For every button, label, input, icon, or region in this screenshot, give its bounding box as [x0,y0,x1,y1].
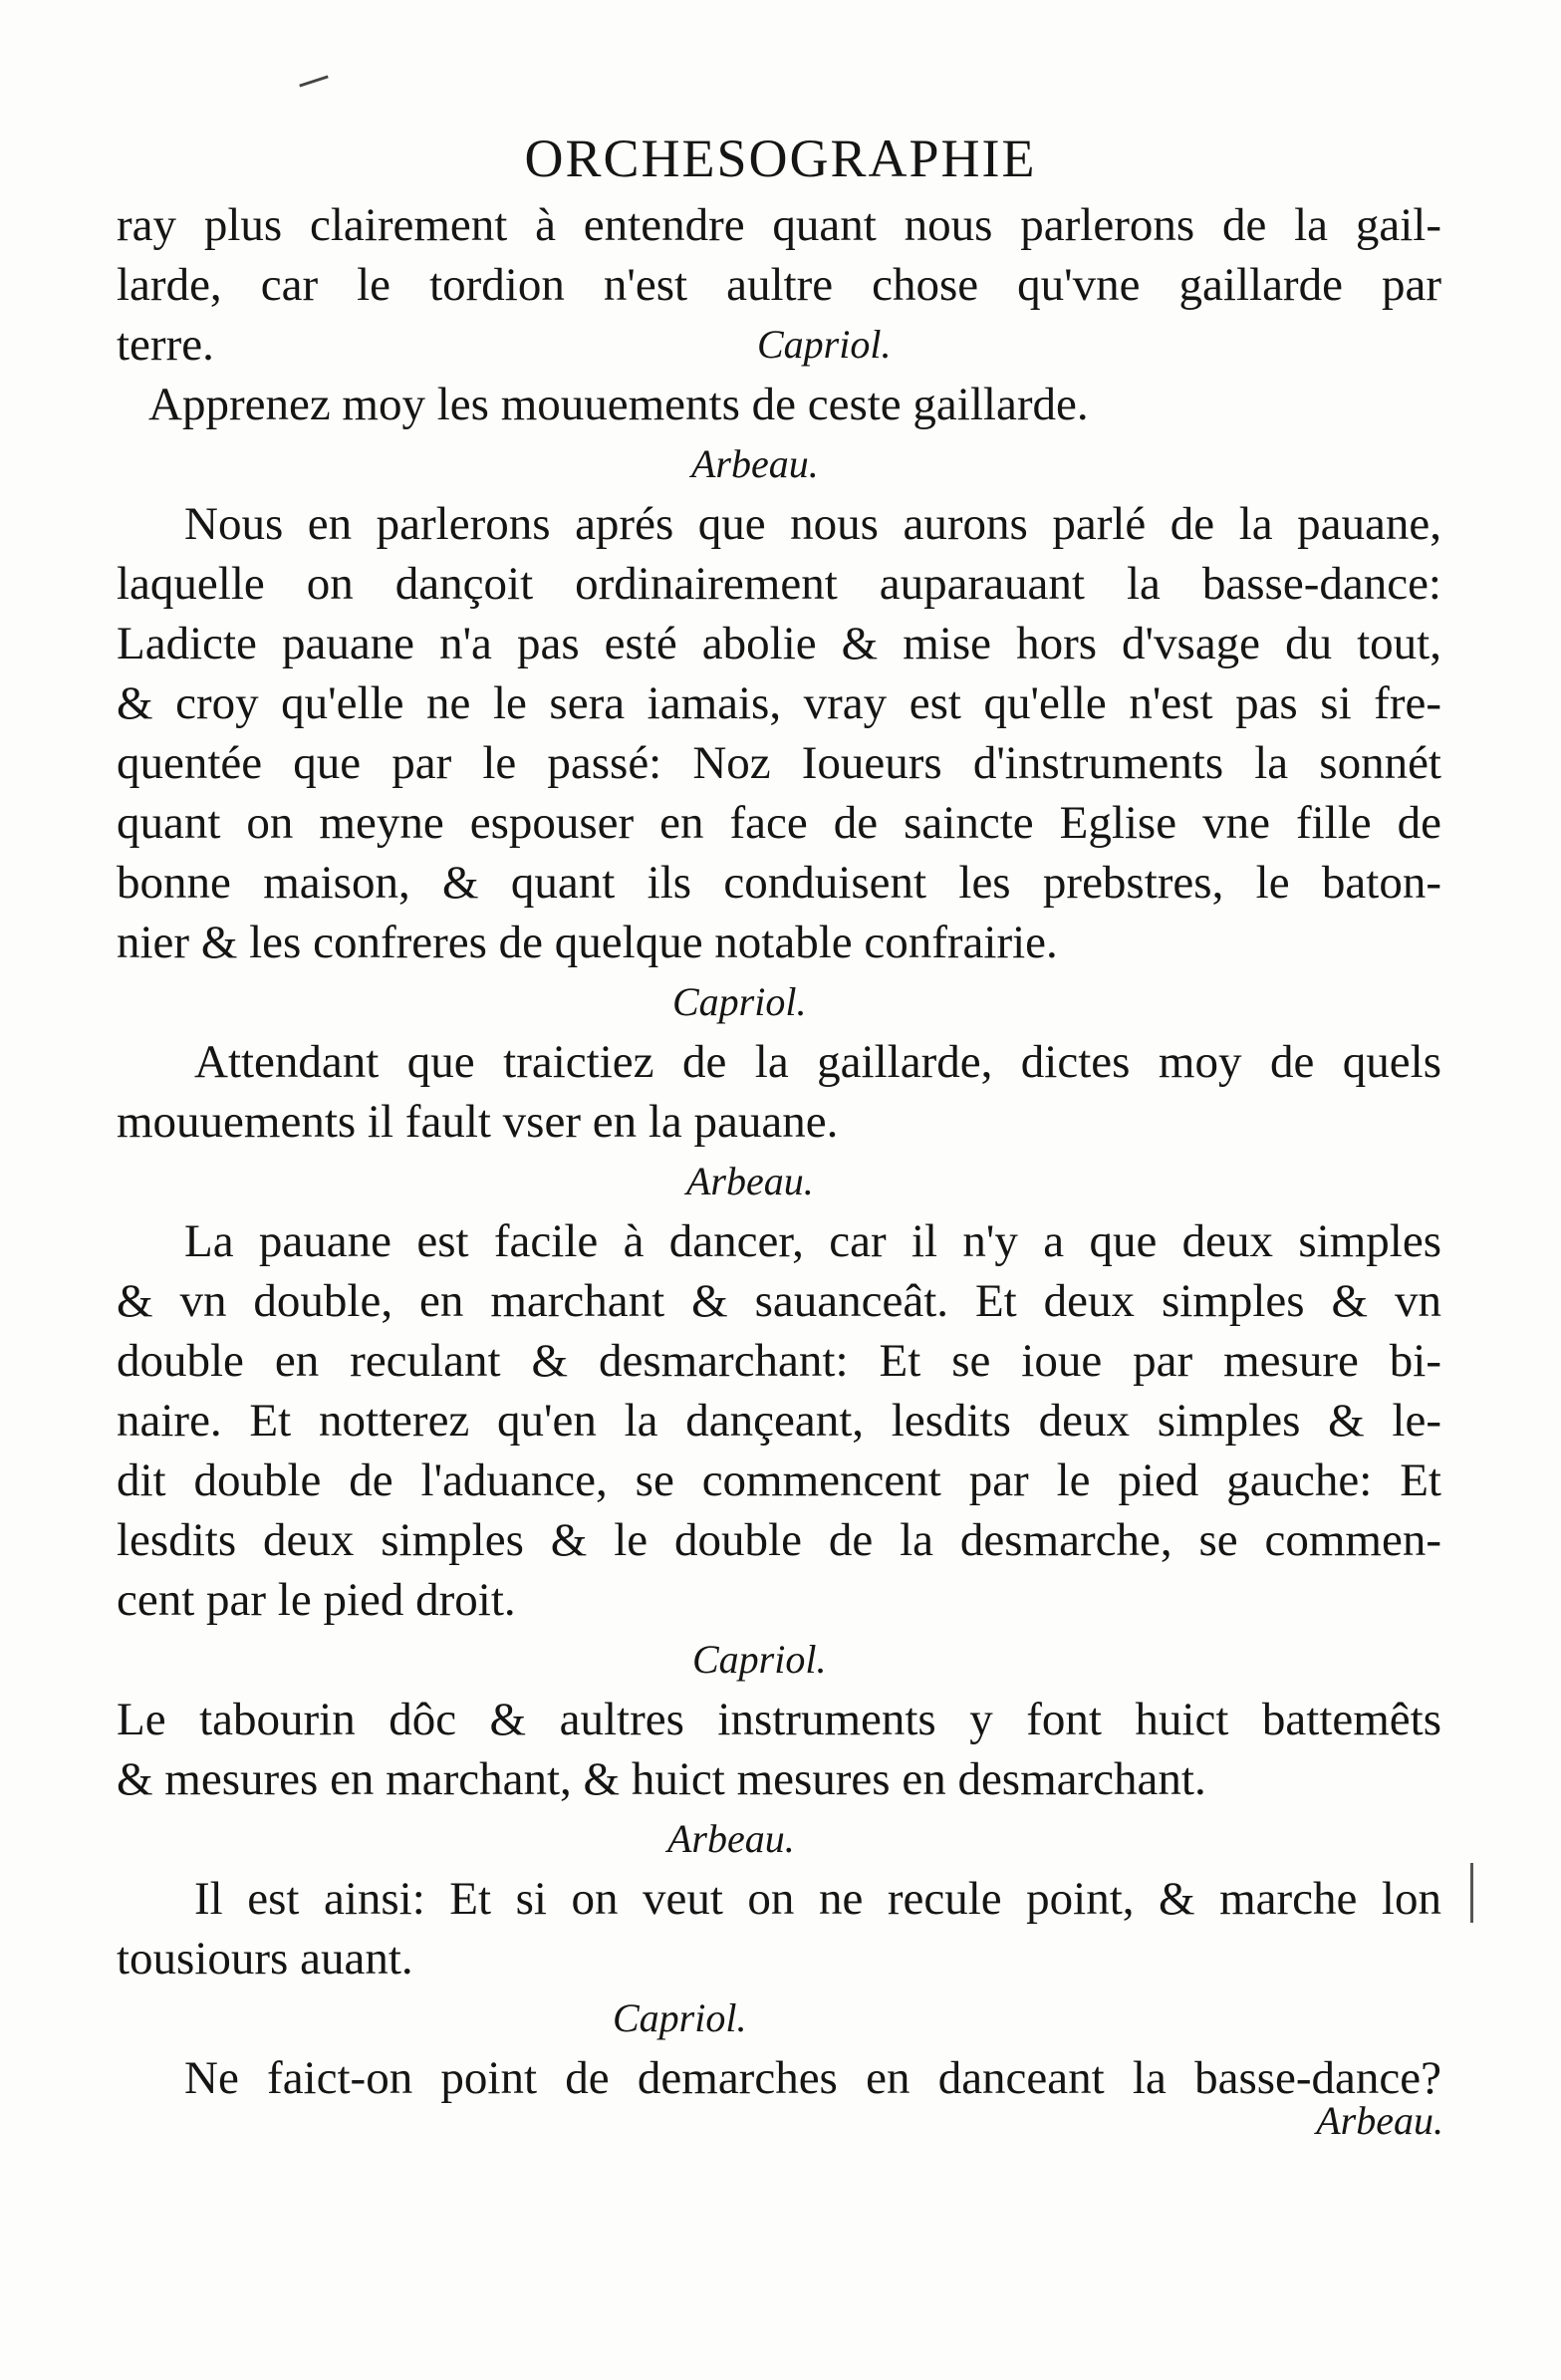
text-line: La pauane est facile à dancer, car il n'y a que deux simples [184,1215,1441,1267]
text-line: quant on meyne espouser en face de saincte Eglise vne fille de [117,797,1441,849]
text-line: mouuements il fault vser en la pauane. [117,1096,839,1148]
text-line: Nous en parlerons aprés que nous aurons parlé de la pauane, [184,498,1441,550]
text-line: double en reculant & desmarchant: Et se ioue par mesure bi- [117,1335,1441,1387]
text-line: terre. [117,319,214,371]
text-line: naire. Et notterez qu'en la dançeant, lesdits deux simples & le- [117,1395,1441,1447]
text-line: dit double de l'aduance, se commencent par le pied gauche: Et [117,1454,1441,1506]
text-line: nier & les confreres de quelque notable confrairie. [117,917,1058,968]
text-line: quentée que par le passé: Noz Ioueurs d'instruments la sonnét [117,737,1441,789]
text-line: & mesures en marchant, & huict mesures en desmarchant. [117,1753,1206,1805]
ink-mark [1470,1863,1473,1923]
text-line: cent par le pied droit. [117,1574,516,1626]
text-line: & croy qu'elle ne le sera iamais, vray est qu'elle n'est pas si fre- [117,677,1441,729]
text-line: Le tabourin dôc & aultres instruments y font huict battemêts [117,1694,1441,1745]
text-line: Il est ainsi: Et si on veut on ne recule point, & marche lon [194,1873,1441,1925]
text-line: tousiours auant. [117,1933,413,1984]
speaker-label: Arbeau. [667,1816,795,1861]
text-line: lesdits deux simples & le double de la desmarche, se commen- [117,1514,1441,1566]
text-line: laquelle on dançoit ordinairement auparauant la basse-dance: [117,558,1441,610]
speaker-label: Capriol. [613,1995,747,2040]
text-line: Ladicte pauane n'a pas esté abolie & mise hors d'vsage du tout, [117,618,1441,669]
speaker-label: Capriol. [672,979,807,1024]
catchword: Arbeau. [1316,2098,1443,2143]
text-line: Apprenez moy les mouuements de ceste gaillarde. [148,379,1089,430]
running-head: ORCHESOGRAPHIE [524,129,1037,188]
text-line: larde, car le tordion n'est aultre chose qu'vne gaillarde par [117,259,1441,311]
speaker-label: Arbeau. [686,1159,814,1203]
text-line: Attendant que traictiez de la gaillarde, dictes moy de quels [194,1036,1441,1088]
speaker-label: Capriol. [692,1637,827,1682]
text-block [117,195,1441,2108]
ink-mark [299,75,328,87]
speaker-label: Capriol. [757,322,892,367]
text-line: Ne faict-on point de demarches en danceant la basse-dance? [184,2052,1441,2104]
text-line: ray plus clairement à entendre quant nous parlerons de la gail- [117,199,1441,251]
speaker-label: Arbeau. [691,441,819,486]
text-line: & vn double, en marchant & sauanceât. Et deux simples & vn [117,1275,1441,1327]
text-line: bonne maison, & quant ils conduisent les prebstres, le baton- [117,857,1441,909]
